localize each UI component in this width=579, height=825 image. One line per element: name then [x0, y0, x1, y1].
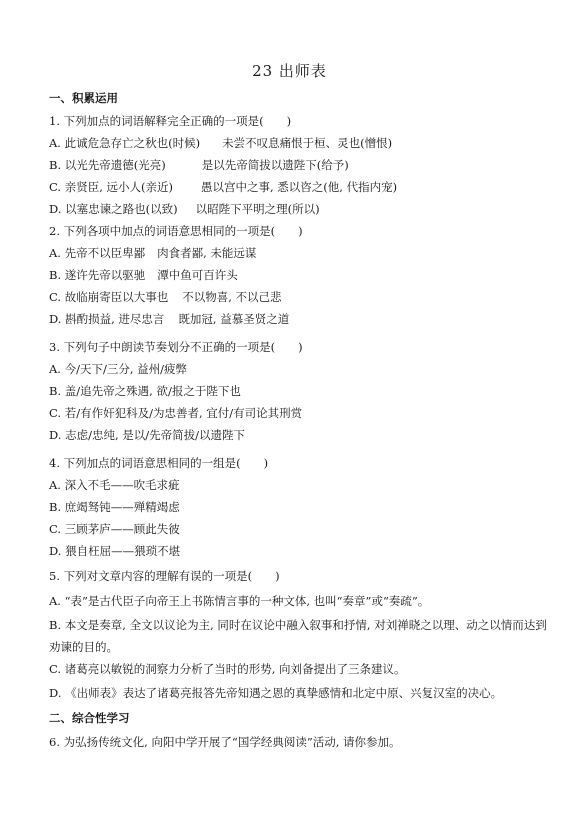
- question-2-option-a: [49, 245, 549, 261]
- question-6-stem: 6. 为弘扬传统文化, 向阳中学开展了“国学经典阅读”活动, 请你参加。: [49, 735, 401, 749]
- question-4-option-b: B. 庶竭驽钝——殚精竭虑: [49, 500, 180, 514]
- option-c-left: C. 故临崩寄臣以大事也: [49, 290, 169, 304]
- question-5-option-c: C. 诸葛亮以敏锐的洞察力分析了当时的形势, 向刘备提出了三条建议。: [49, 662, 406, 676]
- question-1-stem: 1. 下列加点的词语解释完全正确的一项是( ): [49, 114, 292, 128]
- option-b-left: B. 遂许先帝以驱驰: [49, 268, 146, 282]
- question-5-option-b: B. 本文是奏章, 全文以议论为主, 同时在议论中融入叙事和抒情, 对刘禅晓之以理、动之以情而达到劝谏的目的。: [49, 618, 547, 654]
- option-a-left: A. 此诚危急存亡之秋也(时候): [49, 136, 201, 150]
- option-d-left: D. 斟酌损益, 进尽忠言: [49, 312, 165, 326]
- option-d-right: 既加冠, 益慕圣贤之道: [178, 312, 290, 326]
- option-c-right: 愚以宫中之事, 悉以咨之(他, 代指内宠): [200, 180, 398, 194]
- question-3-option-c: C. 若/有作奸犯科及/为忠善者, 宜付/有司论其刑赏: [49, 406, 303, 420]
- section-heading-accumulation: 一、积累运用: [49, 91, 118, 105]
- question-4-option-d: D. 猥自枉屈——猥琐不堪: [49, 544, 181, 558]
- question-3-stem: 3. 下列句子中朗读节奏划分不正确的一项是( ): [49, 340, 303, 354]
- option-b-right: 是以先帝简拔以遗陛下(给予): [201, 158, 349, 172]
- question-5-option-d: D. 《出师表》表达了诸葛亮报答先帝知遇之恩的真挚感情和北定中原、兴复汉室的决心。: [49, 686, 503, 700]
- question-1-option-a: [49, 135, 549, 151]
- question-2-option-c: [49, 289, 549, 305]
- question-4-option-a: A. 深入不毛——吹毛求疵: [49, 478, 180, 492]
- option-a-left: A. 先帝不以臣卑鄙: [49, 246, 146, 260]
- question-2-option-b: [49, 267, 549, 283]
- option-a-right: 肉食者鄙, 未能远谋: [157, 246, 257, 260]
- question-5-option-a: A. “表”是古代臣子向帝王上书陈情言事的一种文体, 也叫“奏章”或“奏疏”。: [49, 594, 430, 608]
- question-4-option-c: C. 三顾茅庐——顾此失彼: [49, 522, 180, 536]
- option-d-right: 以昭陛下平明之理(所以): [195, 202, 320, 216]
- option-d-left: D. 以塞忠谏之路也(以致): [49, 202, 178, 216]
- page-title: 23 出师表: [252, 62, 327, 80]
- option-c-right: 不以物喜, 不以己悲: [182, 290, 282, 304]
- question-2-stem: 2. 下列各项中加点的词语意思相同的一项是( ): [49, 224, 303, 238]
- question-1-option-b: [49, 157, 549, 173]
- question-3-option-a: A. 今/天下/三分, 益州/疲弊: [49, 362, 188, 376]
- question-3-option-b: B. 盖/追先帝之殊遇, 欲/报之于陛下也: [49, 384, 241, 398]
- question-4-stem: 4. 下列加点的词语意思相同的一组是( ): [49, 456, 269, 470]
- question-1-option-d: [49, 201, 549, 217]
- option-a-right: 未尝不叹息痛恨于桓、灵也(憎恨): [222, 136, 393, 150]
- option-b-left: B. 以光先帝遗德(光亮): [49, 158, 166, 172]
- question-1-option-c: [49, 179, 549, 195]
- question-2-option-d: [49, 311, 549, 327]
- section-heading-comprehensive: 二、综合性学习: [49, 711, 130, 725]
- option-c-left: C. 亲贤臣, 远小人(亲近): [49, 180, 173, 194]
- question-5-stem: 5. 下列对文章内容的理解有误的一项是( ): [49, 569, 280, 583]
- question-3-option-d: D. 志虑/忠纯, 是以/先帝简拔/以遗陛下: [49, 428, 246, 442]
- option-b-right: 潭中鱼可百许头: [157, 268, 238, 282]
